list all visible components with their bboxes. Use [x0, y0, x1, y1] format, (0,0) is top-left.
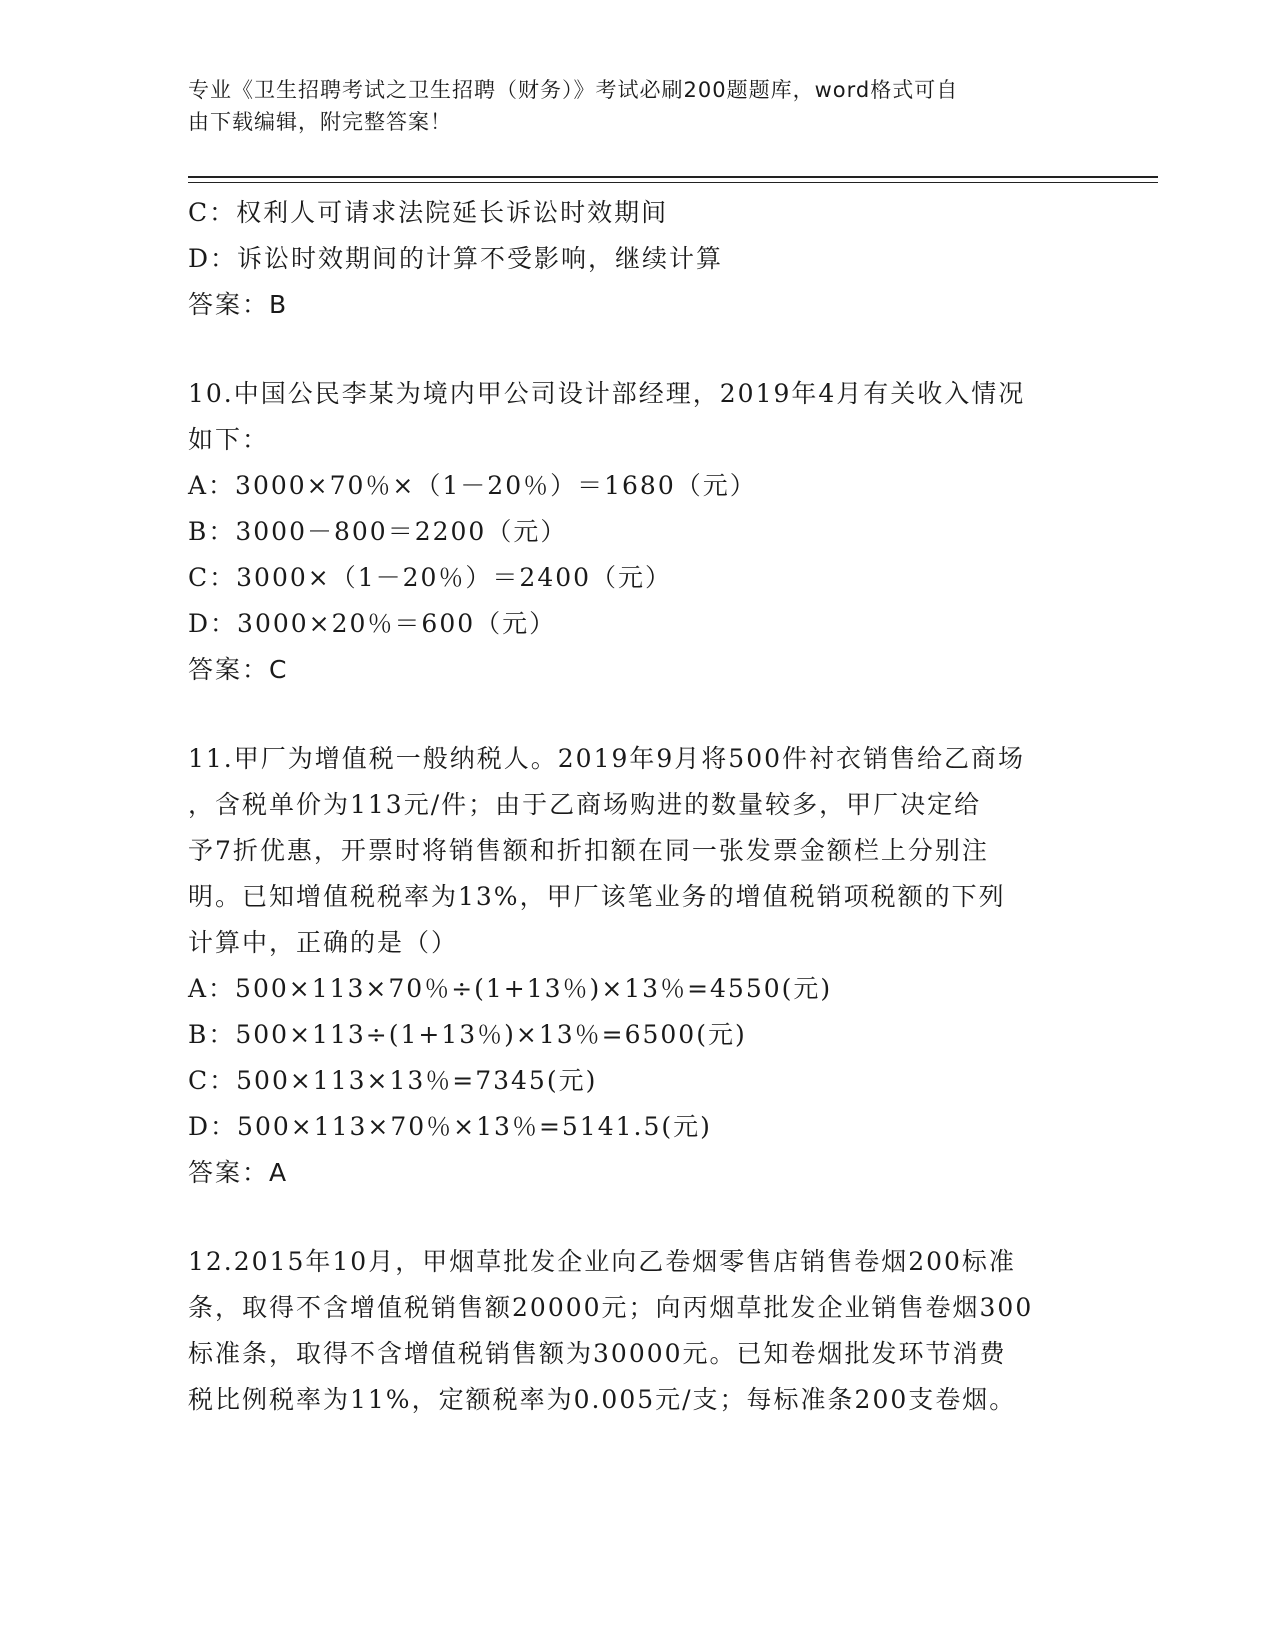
question-stem-line: ，含税单价为113元/件；由于乙商场购进的数量较多，甲厂决定给: [188, 790, 982, 819]
question-stem-line: 如下：: [188, 425, 270, 454]
option-b: B：3000－800＝2200（元）: [188, 517, 568, 546]
option-a: A：3000×70％×（1－20％）＝1680（元）: [188, 471, 757, 500]
option-d: D：500×113×70％×13％=5141.5(元): [188, 1112, 712, 1141]
question-stem-line: 计算中，正确的是（）: [188, 928, 459, 957]
option-b: B：500×113÷(1+13％)×13％=6500(元): [188, 1020, 747, 1049]
header-divider-thick: [188, 176, 1158, 178]
question-stem-line: 税比例税率为11%，定额税率为0.005元/支；每标准条200支卷烟。: [188, 1385, 1017, 1414]
question-stem-line: 标准条，取得不含增值税销售额为30000元。已知卷烟批发环节消费: [188, 1339, 1007, 1368]
header-line-1: 专业《卫生招聘考试之卫生招聘（财务）》考试必刷200题题库，word格式可自: [188, 78, 959, 102]
question-12: [188, 1239, 1088, 1423]
question-stem-line: 条，取得不含增值税销售额20000元；向丙烟草批发企业销售卷烟300: [188, 1293, 1034, 1322]
option-d: D：3000×20％＝600（元）: [188, 609, 557, 638]
answer: 答案：C: [188, 655, 289, 684]
question-stem-line: 11.甲厂为增值税一般纳税人。2019年9月将500件衬衣销售给乙商场: [188, 744, 1026, 773]
option-c: C：500×113×13％=7345(元): [188, 1066, 598, 1095]
option-c: C：权利人可请求法院延长诉讼时效期间: [188, 198, 669, 227]
question-9-continuation: [188, 190, 1088, 328]
answer: 答案：B: [188, 290, 289, 319]
question-10: [188, 371, 1088, 693]
document-header: [188, 74, 1088, 138]
option-a: A：500×113×70％÷(1+13％)×13％=4550(元): [188, 974, 833, 1003]
option-c: C：3000×（1－20％）＝2400（元）: [188, 563, 673, 592]
question-stem-line: 明。已知增值税税率为13%，甲厂该笔业务的增值税销项税额的下列: [188, 882, 1006, 911]
header-divider-thin: [188, 182, 1158, 183]
question-11: [188, 736, 1088, 1196]
document-body: [188, 190, 1088, 1423]
option-d: D：诉讼时效期间的计算不受影响，继续计算: [188, 244, 724, 273]
question-stem-line: 12.2015年10月，甲烟草批发企业向乙卷烟零售店销售卷烟200标准: [188, 1247, 1016, 1276]
question-stem-line: 予7折优惠，开票时将销售额和折扣额在同一张发票金额栏上分别注: [188, 836, 989, 865]
answer: 答案：A: [188, 1158, 289, 1187]
question-stem-line: 10.中国公民李某为境内甲公司设计部经理，2019年4月有关收入情况: [188, 379, 1026, 408]
header-line-2: 由下载编辑，附完整答案！: [188, 110, 452, 134]
